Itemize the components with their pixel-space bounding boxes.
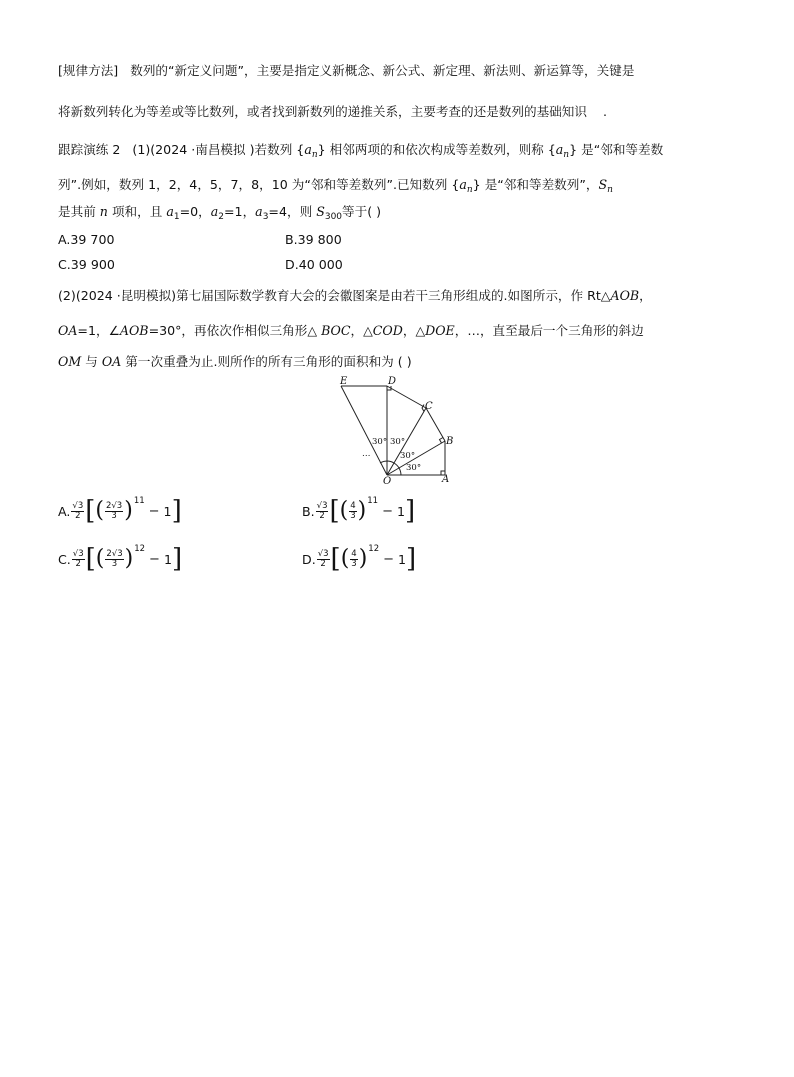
q1-option-b[interactable]: B.39 800 xyxy=(285,232,342,247)
q2-line-3: OM 与 OA 第一次重叠为止.则所作的所有三角形的面积和为 ( ) xyxy=(58,354,412,369)
segment-bc xyxy=(426,408,445,441)
q2-line-2: OA=1，∠AOB=30°，再依次作相似三角形△ BOC，△COD，△DOE，…，直至最后一个三角形的斜边 xyxy=(58,323,644,338)
q1-option-d[interactable]: D.40 000 xyxy=(285,257,343,272)
segment-cd xyxy=(387,386,426,408)
triangle-spiral-figure xyxy=(330,372,470,486)
label-a: A xyxy=(442,474,450,485)
label-c: C xyxy=(425,401,433,412)
label-e: E xyxy=(340,376,348,387)
label-o: O xyxy=(383,476,392,486)
method-tag: [规律方法] xyxy=(58,63,119,78)
angle-label-cob: 30° xyxy=(400,451,416,461)
angle-label-doc: 30° xyxy=(390,437,406,447)
q1-line-1: 跟踪演练 2 (1)(2024 ·南昌模拟 )若数列 $\{a_n\}$ 相邻两项的和依次构成等差数列，则称 $\{a_n\}$ 是“邻和等差数 xyxy=(58,142,664,160)
continuation-dots: … xyxy=(362,449,371,459)
method-line-2: 将新数列转化为等差或等比数列，或者找到新数列的递推关系，主要考查的还是数列的基础知识 . xyxy=(58,104,607,119)
label-b: B xyxy=(446,436,454,447)
q1-option-c[interactable]: C.39 900 xyxy=(58,257,115,272)
segment-oe xyxy=(341,386,387,475)
q1-option-a[interactable]: A.39 700 xyxy=(58,232,115,247)
angle-label-eod: 30° xyxy=(372,437,388,447)
q2-option-d[interactable]: D. $\frac{√3}{2}$ [ ( $\frac{4}{3}$ ) 12 − 1 ] xyxy=(302,544,417,574)
q2-option-a[interactable]: A. $\frac{√3}{2}$ [ ( $\frac{2√3}{3}$ ) 11 − 1 ] xyxy=(58,496,182,526)
q2-option-b[interactable]: B. $\frac{√3}{2}$ [ ( $\frac{4}{3}$ ) 11 − 1 ] xyxy=(302,496,416,526)
label-d: D xyxy=(388,376,397,387)
q1-line-3: 是其前 n 项和，且 $a_1=0$，$a_2=1$，$a_3=4$，则 $S_{300}$等于( ) xyxy=(58,204,382,222)
method-line-1: [规律方法] 数列的“新定义问题”，主要是指定义新概念、新公式、新定理、新法则、新运算等，关键是 xyxy=(58,63,635,78)
angle-label-boa: 30° xyxy=(406,463,422,473)
q1-line-2: 列”.例如，数列 1，2，4，5，7，8，10 为“邻和等差数列”.已知数列 $\{a_n\}$ 是“邻和等差数列”，$S_n$ xyxy=(58,177,613,195)
q2-line-1: (2)(2024 ·昆明模拟)第七届国际数学教育大会的会徽图案是由若干三角形组成的.如图所示，作 Rt△AOB， xyxy=(58,288,652,303)
exercise-label: 跟踪演练 2 xyxy=(58,142,121,157)
q2-option-c[interactable]: C. $\frac{√3}{2}$ [ ( $\frac{2√3}{3}$ ) 12 − 1 ] xyxy=(58,544,183,574)
